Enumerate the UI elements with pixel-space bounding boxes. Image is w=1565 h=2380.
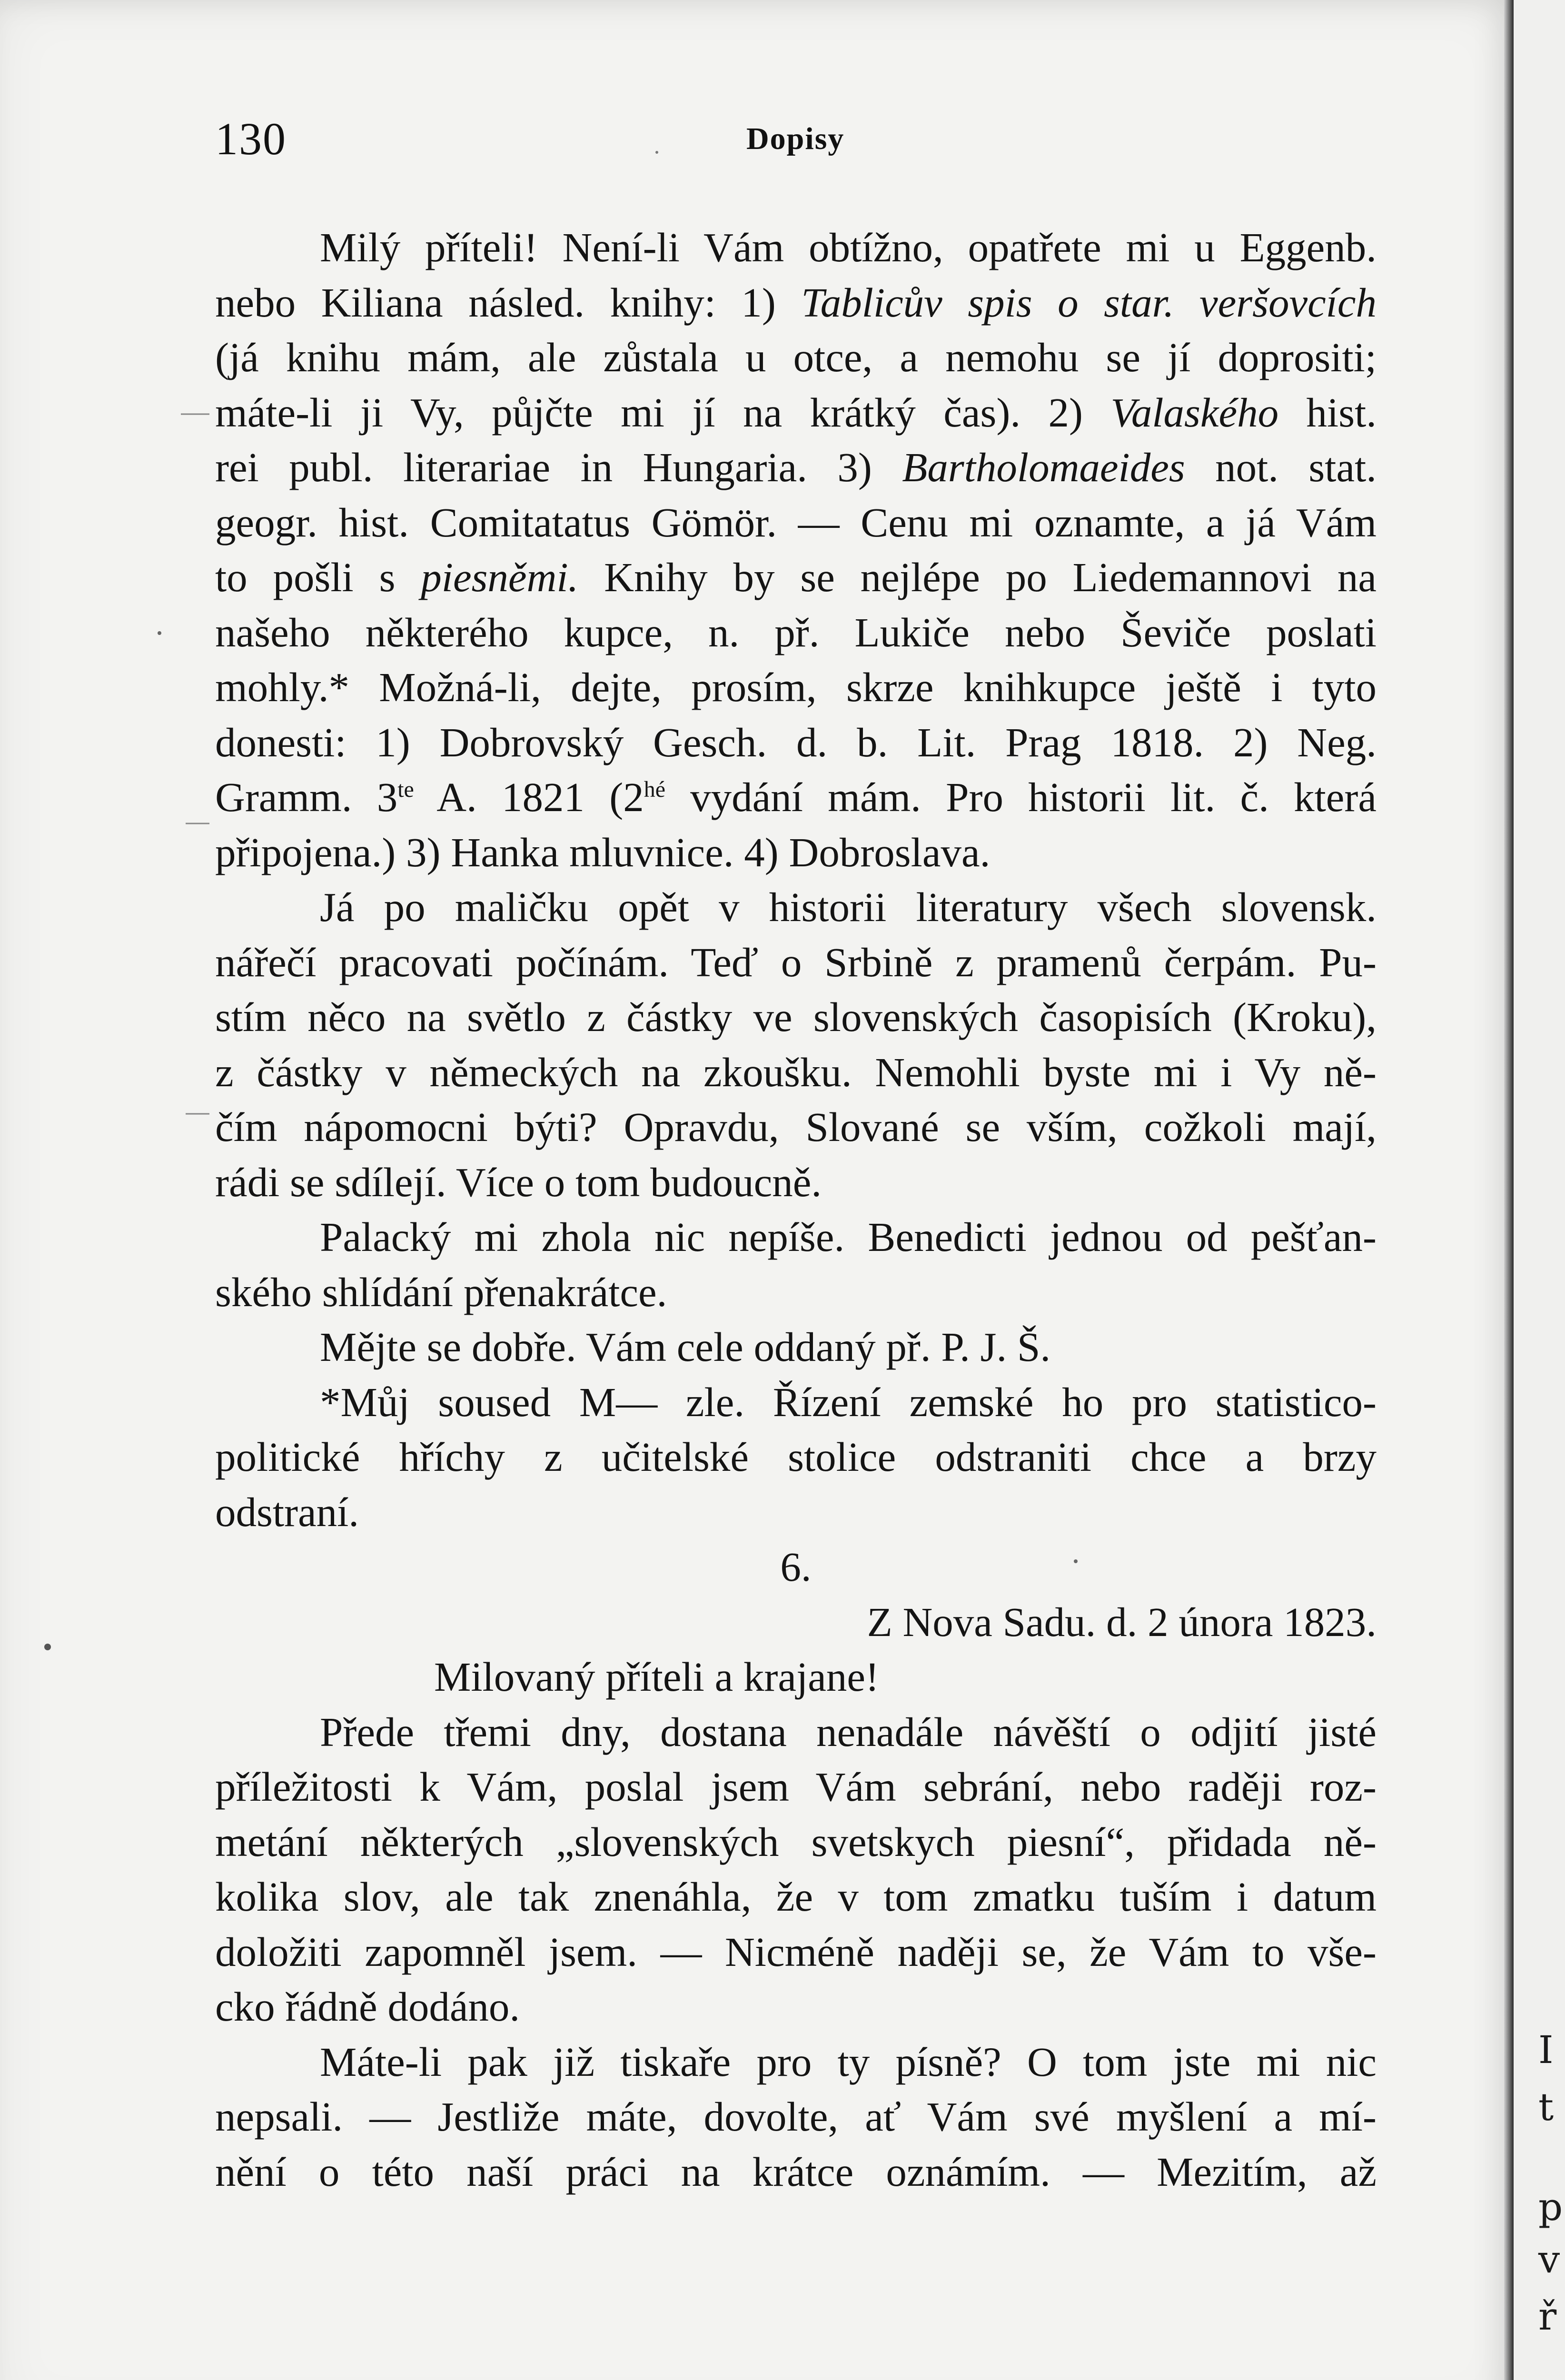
text-line: odstraní. bbox=[215, 1488, 359, 1535]
text-line: kolika slov, ale tak znenáhla, že v tom zmatku tuším i datum bbox=[215, 1874, 1377, 1920]
text-line: Gramm. $3^{te}$ A. 1821 ($2^{hé}$ vydání mám. Pro historii lit. č. která bbox=[215, 774, 1377, 820]
letter-number: 6. bbox=[780, 1544, 812, 1590]
adjacent-page-glyph: t bbox=[1538, 2085, 1554, 2129]
text-line: nářečí pracovati počínám. Teď o Srbině z pramenů čerpám. Pu- bbox=[215, 939, 1377, 985]
text-line: Palacký mi zhola nic nepíše. Benedicti jednou od pešťan- bbox=[320, 1214, 1377, 1260]
adjacent-page-glyph: I bbox=[1538, 2028, 1554, 2072]
adjacent-page-edge bbox=[1514, 0, 1565, 2380]
text-line: to pošli s piesněmi. Knihy by se nejlépe po Liedemannovi na bbox=[215, 554, 1377, 600]
italic-word: piesněmi. bbox=[421, 554, 579, 600]
scan-speck bbox=[44, 1644, 51, 1650]
text-line: z částky v německých na zkoušku. Nemohli byste mi i Vy ně- bbox=[215, 1049, 1377, 1095]
text-line: Milý příteli! Není-li Vám obtížno, opatřete mi u Eggenb. bbox=[320, 224, 1377, 270]
text-line: nebo Kiliana násled. knihy: 1) Tablicův spis o star. veršovcích bbox=[215, 279, 1377, 326]
letter-paragraph bbox=[215, 1210, 1377, 1319]
italic-name: Valaského bbox=[1110, 389, 1279, 436]
letter-place-date: Z Nova Sadu. d. 2 února 1823. bbox=[867, 1598, 1377, 1645]
text-line: našeho některého kupce, n. př. Lukiče nebo Ševiče poslati bbox=[215, 609, 1377, 655]
italic-title: Tablicův spis o star. veršovcích bbox=[801, 279, 1377, 326]
letter-paragraph bbox=[215, 2034, 1377, 2200]
letter-paragraph bbox=[215, 880, 1377, 1210]
text-line: donesti: 1) Dobrovský Gesch. d. b. Lit. Prag 1818. 2) Neg. bbox=[215, 719, 1377, 765]
footnote bbox=[215, 1375, 1377, 1540]
text-line: máte-li ji Vy, půjčte mi jí na krátký čas). 2) Valaského hist. bbox=[215, 389, 1377, 436]
text-line: rei publ. literariae in Hungaria. 3) Bartholomaeides not. stat. bbox=[215, 444, 1377, 490]
text-line: (já knihu mám, ale zůstala u otce, a nemohu se jí doprositi; bbox=[215, 334, 1377, 380]
text-line: Já po maličku opět v historii literatury všech slovensk. bbox=[320, 884, 1377, 930]
adjacent-page-glyph: v bbox=[1538, 2237, 1560, 2281]
text-line: připojena.) 3) Hanka mluvnice. 4) Dobroslava. bbox=[215, 829, 991, 875]
adjacent-page-glyph: ř bbox=[1538, 2294, 1557, 2339]
page-number: 130 bbox=[215, 113, 287, 164]
italic-name: Bartholomaeides bbox=[902, 444, 1185, 490]
text-line: politické hříchy z učitelské stolice odstraniti chce a brzy bbox=[215, 1434, 1377, 1480]
letter-closing: Mějte se dobře. Vám cele oddaný př. P. J. Š. bbox=[320, 1324, 1051, 1370]
letter-salutation: Milovaný příteli a krajane! bbox=[434, 1654, 879, 1700]
text-line: cko řádně dodáno. bbox=[215, 1983, 520, 2030]
text-line: mohly.* Možná-li, dejte, prosím, skrze knihkupce ještě i tyto bbox=[215, 664, 1377, 710]
text-line: geogr. hist. Comitatatus Gömör. — Cenu mi oznamte, a já Vám bbox=[215, 499, 1377, 545]
text-line: ského shlídání přenakrátce. bbox=[215, 1269, 667, 1315]
text-line: metání některých „slovenských svetskych piesní“, přidada ně- bbox=[215, 1818, 1377, 1865]
running-head: Dopisy bbox=[746, 121, 845, 156]
text-line: Máte-li pak již tiskaře pro ty písně? O tom jste mi nic bbox=[320, 2038, 1377, 2085]
letter-paragraph bbox=[215, 1705, 1377, 2034]
text-line: nění o této naší práci na krátce oznámím. — Mezitím, až bbox=[215, 2148, 1377, 2195]
text-line: rádi se sdílejí. Více o tom budoucně. bbox=[215, 1159, 822, 1205]
text-line: stím něco na světlo z částky ve slovenských časopisích (Kroku), bbox=[215, 994, 1377, 1040]
text-line: nepsali. — Jestliže máte, dovolte, ať Vám své myšlení a mí- bbox=[215, 2093, 1377, 2140]
letter-paragraph bbox=[215, 220, 1377, 880]
text-line: *Můj soused M— zle. Řízení zemské ho pro statistico- bbox=[320, 1378, 1377, 1425]
text-line: čím nápomocni býti? Opravdu, Slované se vším, cožkoli mají, bbox=[215, 1104, 1377, 1150]
page-header bbox=[0, 112, 1504, 169]
adjacent-page-glyph: p bbox=[1538, 2185, 1563, 2229]
text-line: Přede třemi dny, dostana nenadále návěští o odjití jisté bbox=[320, 1708, 1377, 1755]
scan-speck bbox=[158, 631, 161, 635]
page-gutter-shadow bbox=[1504, 0, 1514, 2380]
text-line: doložiti zapomněl jsem. — Nicméně naději se, že Vám to vše- bbox=[215, 1928, 1377, 1975]
text-line: příležitosti k Vám, poslal jsem Vám sebrání, nebo raději roz- bbox=[215, 1764, 1377, 1810]
body-text bbox=[215, 220, 1377, 2199]
